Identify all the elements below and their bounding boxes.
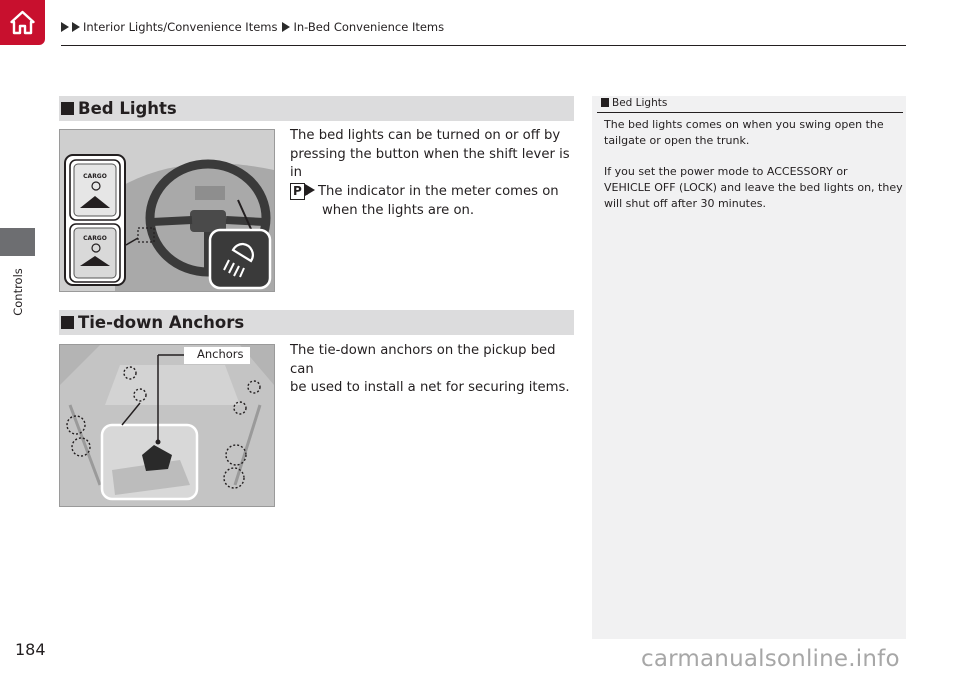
side-note-title: Bed Lights [597, 96, 903, 113]
bed-lights-switch-image [59, 129, 275, 292]
chapter-tab[interactable] [0, 228, 35, 256]
breadcrumb-item[interactable]: Interior Lights/Convenience Items [83, 20, 278, 34]
breadcrumb-arrow-icon [282, 22, 290, 32]
breadcrumb-arrow-icon [72, 22, 80, 32]
watermark-text: carmanualsonline.info [641, 646, 900, 672]
result-arrow-icon [305, 184, 315, 196]
page-number: 184 [15, 640, 46, 659]
square-bullet-icon [61, 316, 74, 329]
breadcrumb-arrow-icon [61, 22, 69, 32]
section-header-tie-down: Tie-down Anchors [59, 310, 574, 335]
breadcrumb [61, 20, 444, 34]
chapter-label: Controls [11, 268, 25, 316]
home-icon [9, 9, 36, 36]
cargo-label: CARGO [83, 235, 107, 242]
breadcrumb-item[interactable]: In-Bed Convenience Items [293, 20, 445, 34]
anchors-callout-label: Anchors [197, 347, 244, 361]
gear-p-symbol: P [290, 183, 305, 200]
side-note-paragraph: The bed lights comes on when you swing open the tailgate or open the trunk. [604, 118, 884, 147]
side-note-paragraph: If you set the power mode to ACCESSORY or VEHICLE OFF (LOCK) and leave the bed lights on, they will shut off after 30 minutes. [604, 165, 903, 210]
tie-down-description: The tie-down anchors on the pickup bed can be used to install a net for securing items. [290, 343, 570, 395]
section-header-bed-lights: Bed Lights [59, 96, 574, 121]
tie-down-anchors-image [59, 344, 275, 507]
header-rule [61, 45, 906, 46]
cargo-label: CARGO [83, 173, 107, 180]
bed-lights-indicator-note: The indicator in the meter comes on when the lights are on. [305, 183, 585, 220]
home-button[interactable] [0, 0, 45, 45]
note-marker-icon [601, 98, 609, 107]
bed-lights-description: The bed lights can be turned on or off by pressing the button when the shift lever is in P . [290, 128, 570, 199]
square-bullet-icon [61, 102, 74, 115]
